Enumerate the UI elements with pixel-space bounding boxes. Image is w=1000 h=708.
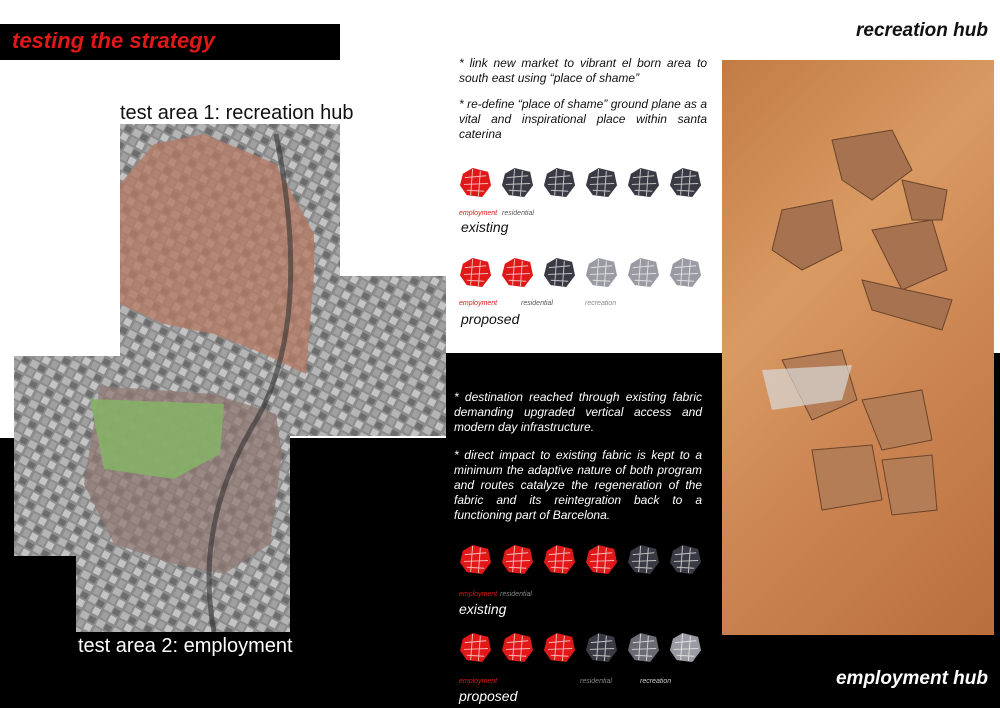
- legend-residential: residential: [500, 591, 532, 598]
- rec-existing-label: existing: [461, 219, 509, 235]
- emp-existing-label: existing: [459, 601, 507, 617]
- model-photo: [722, 60, 994, 635]
- emp-proposed-label: proposed: [459, 688, 518, 704]
- model-pieces-upper: [772, 130, 952, 330]
- district-icon-dark: [627, 543, 660, 576]
- district-icon-red: [459, 256, 492, 289]
- district-icon-dark: [669, 166, 702, 199]
- test-area-1-label: test area 1: recreation hub: [120, 102, 354, 124]
- test-area-2-label: test area 2: employment: [78, 635, 293, 657]
- legend-employment: employment: [459, 591, 498, 598]
- district-icon-mid: [627, 631, 660, 664]
- district-icon-red: [543, 543, 576, 576]
- district-icon-red: [501, 256, 534, 289]
- district-icon-red: [459, 543, 492, 576]
- rec-proposed-icons: [459, 256, 702, 289]
- legend-employment: employment: [459, 678, 498, 685]
- legend-employment: employment: [459, 210, 498, 217]
- recreation-hub-heading: recreation hub: [856, 20, 988, 41]
- legend-residential: residential: [521, 300, 553, 307]
- district-icon-dark: [627, 166, 660, 199]
- aerial-map: [14, 124, 446, 632]
- legend-residential: residential: [502, 210, 534, 217]
- district-icon-dark: [585, 166, 618, 199]
- district-icon-dark: [543, 166, 576, 199]
- district-icon-dark: [669, 543, 702, 576]
- district-icon-dark: [501, 166, 534, 199]
- district-icon-light: [669, 631, 702, 664]
- emp-proposed-icons: [459, 631, 702, 664]
- district-icon-light: [669, 256, 702, 289]
- recreation-note-1: * link new market to vibrant el born area to south east using “place of shame”: [459, 56, 707, 85]
- district-icon-dark: [585, 631, 618, 664]
- legend-recreation: recreation: [640, 678, 672, 685]
- legend-employment: employment: [459, 300, 498, 307]
- district-icon-dark: [543, 256, 576, 289]
- employment-note-1: * destination reached through existing fabric demanding upgraded vertical access and modern day infrastructure.: [454, 390, 702, 434]
- district-icon-red: [459, 631, 492, 664]
- employment-hub-heading: employment hub: [835, 668, 988, 689]
- rec-proposed-label: proposed: [461, 311, 520, 327]
- legend-recreation: recreation: [585, 300, 617, 307]
- employment-note-2: * direct impact to existing fabric is kept to a minimum the adaptive nature of both program and routes catalyze the regeneration of the fabric and its reintegration back to a functioning part of Barcelona.: [454, 448, 702, 522]
- district-icon-red: [585, 543, 618, 576]
- recreation-note-2: * re-define “place of shame” ground plane as a vital and inspirational place within santa caterina: [459, 97, 707, 141]
- legend-residential: residential: [580, 678, 612, 685]
- district-icon-red: [501, 631, 534, 664]
- emp-existing-icons: [459, 543, 702, 576]
- district-icon-red: [459, 166, 492, 199]
- district-icon-light: [585, 256, 618, 289]
- page-title: testing the strategy: [12, 28, 215, 53]
- district-icon-red: [501, 543, 534, 576]
- district-icon-light: [627, 256, 660, 289]
- district-icon-red: [543, 631, 576, 664]
- rec-existing-icons: [459, 166, 702, 199]
